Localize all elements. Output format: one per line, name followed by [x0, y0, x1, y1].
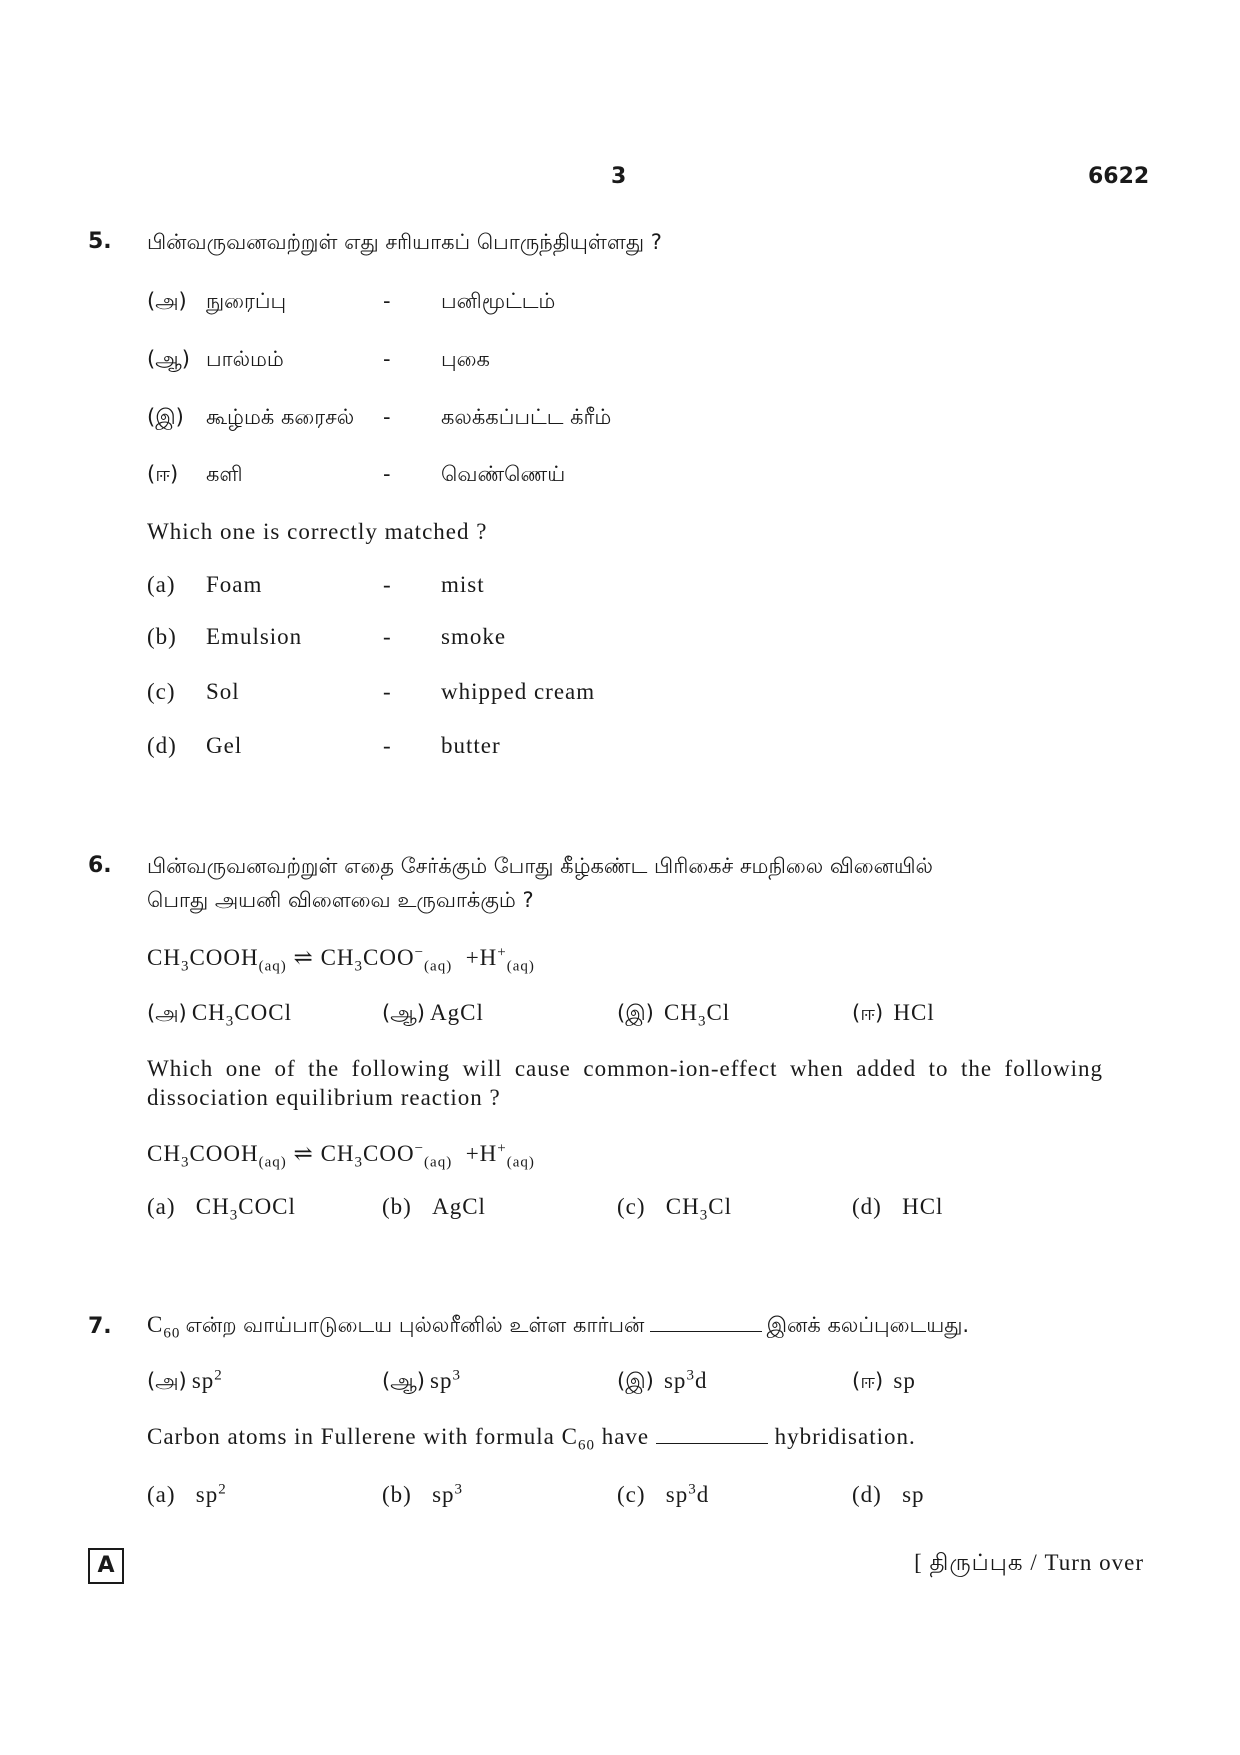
q5-tamil-option-left: நுரைப்பு	[206, 289, 287, 313]
q6-tamil-question-line1: பின்வருவனவற்றுள் எதை சேர்க்கும் போது கீழ்கண்ட பிரிகைச் சமநிலை வினையில்	[147, 854, 933, 878]
q7-tamil-option: (ஈ) sp	[852, 1368, 916, 1393]
q7-tamil-option: (இ) $sp^3d$	[617, 1367, 708, 1393]
q7-tamil-option: (ஆ) $sp^3$	[382, 1367, 461, 1393]
q6-tamil-question-line2: பொது அயனி விளைவை உருவாக்கும் ?	[147, 888, 534, 912]
turn-over: [ திருப்புக / Turn over	[914, 1550, 1144, 1575]
question-number-7: 7.	[88, 1314, 112, 1339]
equilibrium-arrow-icon: ⇌	[293, 1141, 314, 1166]
q5-tamil-option-dash: -	[383, 347, 391, 371]
q5-tamil-option-marker: (அ)	[147, 289, 187, 313]
q5-tamil-option-dash: -	[383, 405, 391, 429]
question-number-5: 5.	[88, 229, 112, 254]
q7-english-option: (a) $sp^2$	[147, 1481, 227, 1507]
q5-tamil-option-right: புகை	[441, 347, 490, 371]
series-box: A	[88, 1548, 124, 1584]
q5-tamil-option-dash: -	[383, 462, 391, 486]
answer-blank	[656, 1425, 768, 1444]
q6-equation: $CH_3COOH_{(aq)}$ ⇌ $CH_3COO^-_{(aq)} +H^+_{(aq)}$	[147, 944, 535, 975]
q5-english-option-dash: -	[383, 679, 392, 704]
q5-english-option-marker: (b)	[147, 624, 177, 649]
q7-tamil-option: (அ) $sp^2$	[147, 1367, 223, 1393]
q5-english-option-marker: (a)	[147, 572, 176, 597]
q5-english-option-right: whipped cream	[441, 679, 596, 704]
q7-english-option: (b) $sp^3$	[382, 1481, 464, 1507]
q6-english-option: (d) HCl	[852, 1194, 944, 1219]
question-number-6: 6.	[88, 853, 112, 878]
q7-english-option: (d) sp	[852, 1482, 925, 1507]
q5-english-option-right: butter	[441, 733, 501, 758]
paper-code: 6622	[1088, 164, 1150, 189]
q5-english-option-dash: -	[383, 733, 392, 758]
q5-english-option-right: smoke	[441, 624, 507, 649]
q5-tamil-question: பின்வருவனவற்றுள் எது சரியாகப் பொருந்தியுள்ளது ?	[147, 230, 662, 254]
q6-tamil-option: (ஆ) AgCl	[382, 1000, 484, 1025]
q5-tamil-option-left: கூழ்மக் கரைசல்	[206, 405, 355, 429]
answer-blank	[650, 1313, 762, 1332]
q6-tamil-option: (ஈ) HCl	[852, 1000, 935, 1025]
q6-english-option: (c) $CH_3Cl$	[617, 1194, 732, 1224]
q5-tamil-option-right: வெண்ணெய்	[441, 462, 566, 486]
q5-english-option-dash: -	[383, 572, 392, 597]
q5-english-option-left: Gel	[206, 733, 243, 758]
q5-tamil-option-right: கலக்கப்பட்ட க்ரீம்	[441, 405, 612, 429]
q5-tamil-option-dash: -	[383, 289, 391, 313]
q5-english-option-left: Foam	[206, 572, 263, 597]
q5-english-option-dash: -	[383, 624, 392, 649]
q6-english-question: Which one of the following will cause common-ion-effect when added to the following dissociation equilibrium reaction ?	[147, 1056, 1103, 1110]
q6-english-option: (a) $CH_3COCl$	[147, 1194, 296, 1224]
q5-english-option-left: Sol	[206, 679, 240, 704]
q5-tamil-option-right: பனிமூட்டம்	[441, 289, 556, 313]
q5-tamil-option-marker: (ஈ)	[147, 462, 179, 486]
q6-tamil-option: (இ) $CH_3Cl$	[617, 1000, 731, 1030]
q5-english-option-right: mist	[441, 572, 485, 597]
q6-english-option: (b) AgCl	[382, 1194, 486, 1219]
equilibrium-arrow-icon: ⇌	[293, 945, 314, 970]
q5-tamil-option-marker: (ஆ)	[147, 347, 190, 371]
page-number: 3	[611, 164, 627, 189]
q5-english-option-marker: (c)	[147, 679, 176, 704]
q5-english-question: Which one is correctly matched ?	[147, 519, 488, 544]
q6-equation-english: $CH_3COOH_{(aq)}$ ⇌ $CH_3COO^-_{(aq)} +H^+_{(aq)}$	[147, 1140, 535, 1171]
q7-english-question: Carbon atoms in Fullerene with formula $C_{60}$ have hybridisation.	[147, 1424, 916, 1454]
q5-tamil-option-left: களி	[206, 462, 243, 486]
q7-english-option: (c) $sp^3d$	[617, 1481, 710, 1507]
q5-tamil-option-left: பால்மம்	[206, 347, 284, 371]
q7-tamil-question: $C_{60}$ என்ற வாய்பாடுடைய புல்லரீனில் உள்ள கார்பன் இனக் கலப்புடையது.	[147, 1312, 970, 1342]
q6-tamil-option: (அ) $CH_3COCl$	[147, 1000, 292, 1030]
q5-tamil-option-marker: (இ)	[147, 405, 184, 429]
q5-english-option-left: Emulsion	[206, 624, 303, 649]
q5-english-option-marker: (d)	[147, 733, 177, 758]
